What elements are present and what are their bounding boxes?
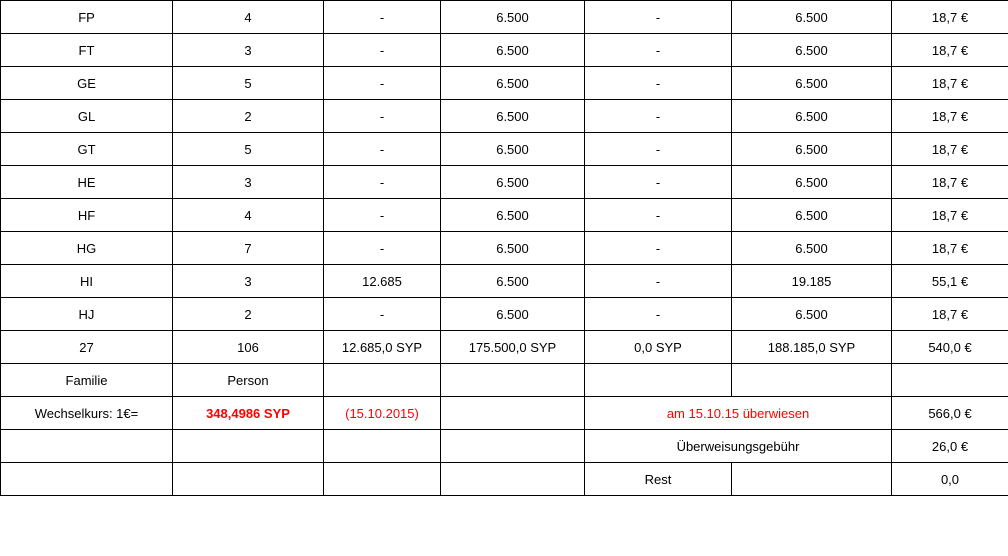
amount-total-cell[interactable]: 6.500: [732, 133, 892, 166]
amount-a-cell[interactable]: -: [324, 34, 441, 67]
empty-cell: [441, 430, 585, 463]
euro-cell[interactable]: 18,7 €: [892, 199, 1008, 232]
amount-total-cell[interactable]: 6.500: [732, 298, 892, 331]
amount-c-cell[interactable]: -: [585, 232, 732, 265]
table-row: [1, 298, 1008, 331]
empty-euro-cell[interactable]: [892, 364, 1008, 397]
family-code-cell[interactable]: GE: [1, 67, 173, 100]
persons-cell[interactable]: 3: [173, 265, 324, 298]
empty-cell: [732, 364, 892, 397]
table-body: [1, 1, 1008, 496]
amount-total-cell[interactable]: 6.500: [732, 199, 892, 232]
empty-cell: [324, 430, 441, 463]
exchange-rate-value[interactable]: 348,4986 SYP: [173, 397, 324, 430]
label-family-cell[interactable]: Familie: [1, 364, 173, 397]
empty-cell: [173, 463, 324, 496]
euro-cell[interactable]: 18,7 €: [892, 232, 1008, 265]
transferred-label[interactable]: am 15.10.15 überwiesen: [585, 397, 892, 430]
amount-a-cell[interactable]: -: [324, 298, 441, 331]
exchange-rate-label[interactable]: Wechselkurs: 1€=: [1, 397, 173, 430]
euro-cell[interactable]: 55,1 €: [892, 265, 1008, 298]
total-persons-cell[interactable]: 106: [173, 331, 324, 364]
amount-c-cell[interactable]: -: [585, 67, 732, 100]
empty-cell: [585, 364, 732, 397]
table-row: [1, 199, 1008, 232]
fee-value[interactable]: 26,0 €: [892, 430, 1008, 463]
label-person-cell[interactable]: Person: [173, 364, 324, 397]
euro-cell[interactable]: 18,7 €: [892, 1, 1008, 34]
amount-total-cell[interactable]: 6.500: [732, 67, 892, 100]
euro-cell[interactable]: 18,7 €: [892, 34, 1008, 67]
family-code-cell[interactable]: FP: [1, 1, 173, 34]
euro-cell[interactable]: 18,7 €: [892, 166, 1008, 199]
amount-total-cell[interactable]: 19.185: [732, 265, 892, 298]
amount-b-cell[interactable]: 6.500: [441, 166, 585, 199]
rest-row: [1, 463, 1008, 496]
family-code-cell[interactable]: HJ: [1, 298, 173, 331]
total-euro-cell[interactable]: 540,0 €: [892, 331, 1008, 364]
amount-a-cell[interactable]: -: [324, 67, 441, 100]
amount-c-cell[interactable]: -: [585, 298, 732, 331]
table-row: [1, 34, 1008, 67]
amount-c-cell[interactable]: -: [585, 1, 732, 34]
amount-total-cell[interactable]: 6.500: [732, 232, 892, 265]
persons-cell[interactable]: 2: [173, 298, 324, 331]
amount-total-cell[interactable]: 6.500: [732, 34, 892, 67]
amount-b-cell[interactable]: 6.500: [441, 298, 585, 331]
family-code-cell[interactable]: HG: [1, 232, 173, 265]
amount-a-cell[interactable]: -: [324, 232, 441, 265]
rest-value[interactable]: 0,0: [892, 463, 1008, 496]
persons-cell[interactable]: 3: [173, 166, 324, 199]
total-sum-cell[interactable]: 188.185,0 SYP: [732, 331, 892, 364]
amount-a-cell[interactable]: 12.685: [324, 265, 441, 298]
persons-cell[interactable]: 7: [173, 232, 324, 265]
persons-cell[interactable]: 5: [173, 67, 324, 100]
euro-cell[interactable]: 18,7 €: [892, 100, 1008, 133]
table-row: [1, 133, 1008, 166]
family-code-cell[interactable]: HE: [1, 166, 173, 199]
amount-c-cell[interactable]: -: [585, 166, 732, 199]
empty-cell: [441, 364, 585, 397]
total-amount-a-cell[interactable]: 12.685,0 SYP: [324, 331, 441, 364]
table-row: [1, 100, 1008, 133]
rest-empty-cell[interactable]: [732, 463, 892, 496]
total-amount-b-cell[interactable]: 175.500,0 SYP: [441, 331, 585, 364]
empty-cell: [441, 397, 585, 430]
family-code-cell[interactable]: HF: [1, 199, 173, 232]
amount-c-cell[interactable]: -: [585, 199, 732, 232]
amount-b-cell[interactable]: 6.500: [441, 133, 585, 166]
amount-total-cell[interactable]: 6.500: [732, 100, 892, 133]
empty-cell: [1, 463, 173, 496]
persons-cell[interactable]: 2: [173, 100, 324, 133]
amount-b-cell[interactable]: 6.500: [441, 265, 585, 298]
total-amount-c-cell[interactable]: 0,0 SYP: [585, 331, 732, 364]
amount-b-cell[interactable]: 6.500: [441, 67, 585, 100]
amount-c-cell[interactable]: -: [585, 100, 732, 133]
persons-cell[interactable]: 4: [173, 1, 324, 34]
amount-a-cell[interactable]: -: [324, 166, 441, 199]
family-code-cell[interactable]: GL: [1, 100, 173, 133]
amount-a-cell[interactable]: -: [324, 1, 441, 34]
persons-cell[interactable]: 5: [173, 133, 324, 166]
amount-c-cell[interactable]: -: [585, 133, 732, 166]
fee-label[interactable]: Überweisungsgebühr: [585, 430, 892, 463]
family-code-cell[interactable]: FT: [1, 34, 173, 67]
euro-cell[interactable]: 18,7 €: [892, 67, 1008, 100]
amount-c-cell[interactable]: -: [585, 265, 732, 298]
empty-cell: [324, 364, 441, 397]
empty-left-cell[interactable]: [1, 430, 173, 463]
table-row: [1, 1, 1008, 34]
fee-row: [1, 430, 1008, 463]
euro-cell[interactable]: 18,7 €: [892, 298, 1008, 331]
exchange-rate-date: (15.10.2015): [324, 397, 441, 430]
exchange-rate-row: [1, 397, 1008, 430]
rest-label[interactable]: Rest: [585, 463, 732, 496]
table-row: [1, 67, 1008, 100]
family-code-cell[interactable]: HI: [1, 265, 173, 298]
family-code-cell[interactable]: GT: [1, 133, 173, 166]
amount-b-cell[interactable]: 6.500: [441, 100, 585, 133]
amount-a-cell[interactable]: -: [324, 133, 441, 166]
amount-c-cell[interactable]: -: [585, 34, 732, 67]
amount-b-cell[interactable]: 6.500: [441, 199, 585, 232]
amount-b-cell[interactable]: 6.500: [441, 232, 585, 265]
transferred-value[interactable]: 566,0 €: [892, 397, 1008, 430]
amount-total-cell[interactable]: 6.500: [732, 1, 892, 34]
table-row: [1, 265, 1008, 298]
amount-a-cell[interactable]: -: [324, 100, 441, 133]
totals-row: [1, 331, 1008, 364]
table-row: [1, 232, 1008, 265]
euro-cell[interactable]: 18,7 €: [892, 133, 1008, 166]
amount-b-cell[interactable]: 6.500: [441, 1, 585, 34]
empty-left-cell-2[interactable]: [173, 430, 324, 463]
units-row: [1, 364, 1008, 397]
amount-b-cell[interactable]: 6.500: [441, 34, 585, 67]
empty-cell: [324, 463, 441, 496]
empty-cell: [441, 463, 585, 496]
persons-cell[interactable]: 3: [173, 34, 324, 67]
total-families-cell[interactable]: 27: [1, 331, 173, 364]
amount-a-cell[interactable]: -: [324, 199, 441, 232]
persons-cell[interactable]: 4: [173, 199, 324, 232]
amount-total-cell[interactable]: 6.500: [732, 166, 892, 199]
table-row: [1, 166, 1008, 199]
